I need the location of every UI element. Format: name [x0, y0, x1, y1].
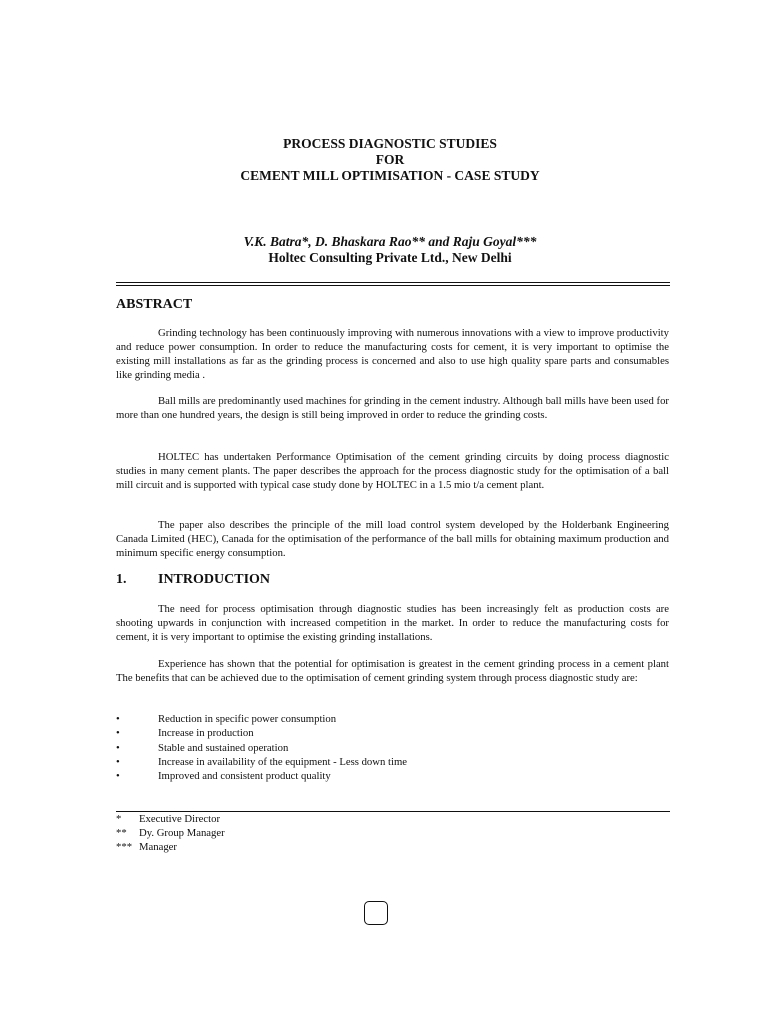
footnote [116, 826, 225, 840]
bullet-icon: • [116, 741, 120, 754]
introduction-heading [116, 572, 270, 588]
list-item-text: Stable and sustained operation [158, 741, 289, 754]
section-number: 1. [116, 572, 127, 587]
bullet-icon: • [116, 713, 120, 725]
header-divider-secondary [116, 285, 670, 286]
footnote-text: Dy. Group Manager [139, 827, 225, 839]
footnote-text: Executive Director [139, 813, 221, 825]
title-line-3: CEMENT MILL OPTIMISATION - CASE STUDY [240, 168, 540, 183]
author-block [0, 234, 768, 266]
list-item-text: Improved and consistent product quality [158, 770, 331, 783]
bullet-icon: • [116, 727, 120, 740]
footnote-mark: ** [116, 827, 127, 839]
header-divider [116, 282, 670, 283]
section-title: INTRODUCTION [158, 572, 271, 587]
introduction-paragraph-2: Experience has shown that the potential for optimisation is greatest in the cement grinding process in a cement plant The benefits that can be achieved due to the optimisation of cement grinding system through process diagnostic study are: [116, 658, 669, 685]
author-names: V.K. Batra*, D. Bhaskara Rao** and Raju Goyal*** [243, 234, 537, 249]
footnote-text: Manager [139, 841, 177, 853]
list-item-text: Increase in production [158, 727, 254, 740]
bullet-icon: • [116, 770, 120, 783]
abstract-heading: ABSTRACT [116, 297, 193, 312]
list-item [116, 712, 669, 726]
list-item [116, 769, 669, 783]
footnotes [116, 812, 225, 854]
list-item [116, 726, 669, 740]
list-item-text: Reduction in specific power consumption [158, 713, 337, 725]
list-item [116, 741, 669, 755]
abstract-paragraph-4: The paper also describes the principle of the mill load control system developed by the Holderbank Engineering Canada Limited (HEC), Canada for the optimisation of the performance of the ball mills for obtaining maximum production and minimum specific energy consumption. [116, 519, 669, 560]
bullet-icon: • [116, 755, 120, 768]
introduction-paragraph-1: The need for process optimisation through diagnostic studies has been increasingly felt as production costs are shooting upwards in conjunction with increased competition in the market. In order to reduce the manufacturing costs for cement, it is very important to optimise the existing grinding installations. [116, 603, 669, 644]
title-line-2: FOR [375, 152, 405, 167]
page-number-box [364, 901, 388, 925]
abstract-paragraph-3: HOLTEC has undertaken Performance Optimisation of the cement grinding circuits by doing process diagnostic studies in many cement plants. The paper describes the approach for the process diagnostic study for the optimisation of a ball mill circuit and is supported with typical case study done by HOLTEC in a 1.5 mio t/a cement plant. [116, 451, 669, 492]
footnote [116, 812, 225, 826]
title-line-1: PROCESS DIAGNOSTIC STUDIES [283, 136, 497, 151]
footnote [116, 840, 225, 854]
list-item-text: Increase in availability of the equipment - Less down time [158, 755, 408, 768]
abstract-paragraph-2: Ball mills are predominantly used machines for grinding in the cement industry. Although ball mills have been used for more than one hundred years, the design is still being improved in order to reduce the grinding costs. [116, 395, 669, 422]
list-item [116, 755, 669, 769]
footnote-mark: * [116, 813, 122, 825]
paper-title [0, 136, 768, 184]
author-affiliation: Holtec Consulting Private Ltd., New Delhi [268, 250, 512, 265]
abstract-paragraph-1: Grinding technology has been continuously improving with numerous innovations with a view to improve productivity and reduce power consumption. In order to reduce the manufacturing costs for cement, it is very important to optimise the existing mill installations as far as the grinding process is concerned and also to use high quality spare parts and consumables like grinding media . [116, 327, 669, 382]
footnote-mark: *** [116, 841, 133, 853]
benefits-list [116, 712, 669, 783]
